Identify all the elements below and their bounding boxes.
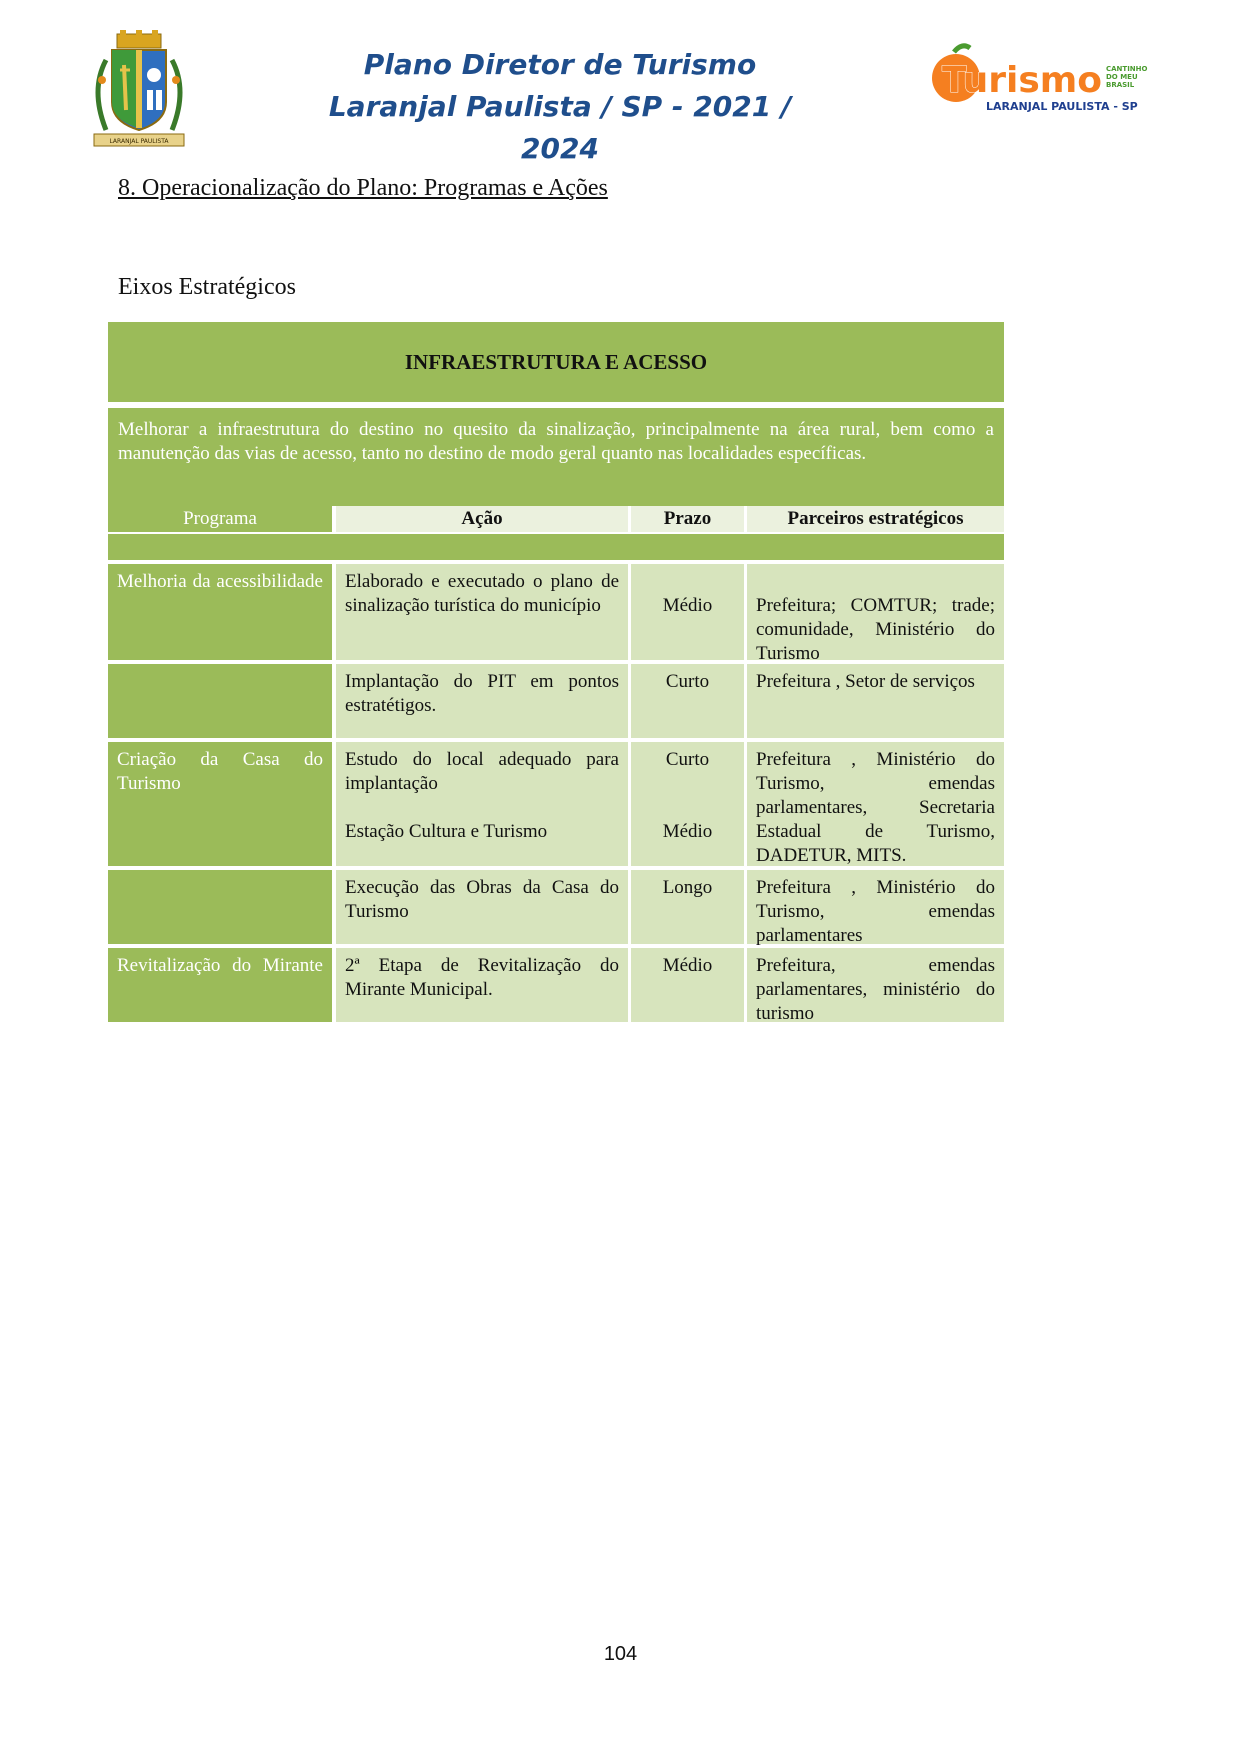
- prazo-cell: [631, 742, 744, 866]
- parceiros-value: Prefeitura; COMTUR; trade; comunidade, Ministério do Turismo: [756, 595, 995, 664]
- municipal-crest-logo: [84, 30, 194, 150]
- programa-cell: Criação da Casa do Turismo: [108, 742, 332, 866]
- header-title-line1: Plano Diretor de Turismo: [363, 48, 757, 81]
- logo-tagline1: CANTINHO: [1106, 65, 1148, 73]
- programa-cell: Melhoria da acessibilidade: [108, 564, 332, 660]
- table-row: [108, 564, 1004, 664]
- prazo-value: Médio: [662, 595, 713, 616]
- axis-banner: INFRAESTRUTURA E ACESSO: [108, 322, 1004, 402]
- prazo-cell: Curto: [631, 664, 744, 738]
- column-header-parceiros: Parceiros estratégicos: [747, 506, 1004, 532]
- logo-tagline2: DO MEU: [1106, 73, 1138, 81]
- parceiros-cell: Prefeitura , Ministério do Turismo, emendas parlamentares: [747, 870, 1004, 944]
- table-row: [108, 742, 1004, 866]
- prazo-cell: Longo: [631, 870, 744, 944]
- prazo-cell: Médio: [631, 948, 744, 1022]
- logo-place: LARANJAL PAULISTA - SP: [986, 100, 1138, 113]
- subsection-title: Eixos Estratégicos: [118, 274, 296, 300]
- table-header-row: [108, 506, 1004, 532]
- programa-cell: [108, 870, 332, 944]
- document-header-title: [300, 44, 820, 170]
- page-number: 104: [603, 1643, 638, 1665]
- table-row: [108, 948, 1004, 1022]
- acao-cell: [336, 742, 628, 866]
- logo-tagline3: BRASIL: [1106, 81, 1135, 89]
- parceiros-cell: Prefeitura, emendas parlamentares, ministério do turismo: [747, 948, 1004, 1022]
- column-header-programa: Programa: [108, 506, 332, 532]
- prazo-value: Médio: [662, 821, 713, 842]
- programs-actions-table: [108, 322, 1004, 1022]
- prazo-value: Curto: [665, 749, 710, 770]
- programa-cell: [108, 664, 332, 738]
- table-row: [108, 664, 1004, 738]
- axis-objective: Melhorar a infraestrutura do destino no quesito da sinalização, principalmente na área rural, bem como a manutenção das vias de acesso, tanto no destino de modo geral quanto nas localidades específicas.: [108, 408, 1004, 506]
- acao-cell: Implantação do PIT em pontos estratétigos.: [336, 664, 628, 738]
- logo-word: Turismo: [942, 60, 1102, 101]
- parceiros-cell: [747, 564, 1004, 664]
- table-row: [108, 870, 1004, 944]
- header-title-line2: Laranjal Paulista / SP - 2021 / 2024: [328, 90, 792, 165]
- turismo-logo: [928, 40, 1162, 120]
- column-header-prazo: Prazo: [631, 506, 744, 532]
- acao-cell: 2ª Etapa de Revitalização do Mirante Municipal.: [336, 948, 628, 1022]
- crest-ribbon-text: LARANJAL PAULISTA: [109, 138, 169, 145]
- table-spacer-band: [108, 534, 1004, 560]
- parceiros-cell: Prefeitura , Ministério do Turismo, emendas parlamentares, Secretaria Estadual de Turismo, DADETUR, MITS.: [747, 742, 1004, 866]
- acao-item: Estação Cultura e Turismo: [345, 821, 548, 842]
- column-header-acao: Ação: [336, 506, 628, 532]
- prazo-cell: [631, 564, 744, 660]
- parceiros-cell: Prefeitura , Setor de serviços: [747, 664, 1004, 738]
- acao-item: Estudo do local adequado para implantação: [345, 749, 619, 794]
- acao-cell: Elaborado e executado o plano de sinalização turística do município: [336, 564, 628, 660]
- acao-cell: Execução das Obras da Casa do Turismo: [336, 870, 628, 944]
- section-title: 8. Operacionalização do Plano: Programas e Ações: [118, 175, 608, 201]
- programa-cell: Revitalização do Mirante: [108, 948, 332, 1022]
